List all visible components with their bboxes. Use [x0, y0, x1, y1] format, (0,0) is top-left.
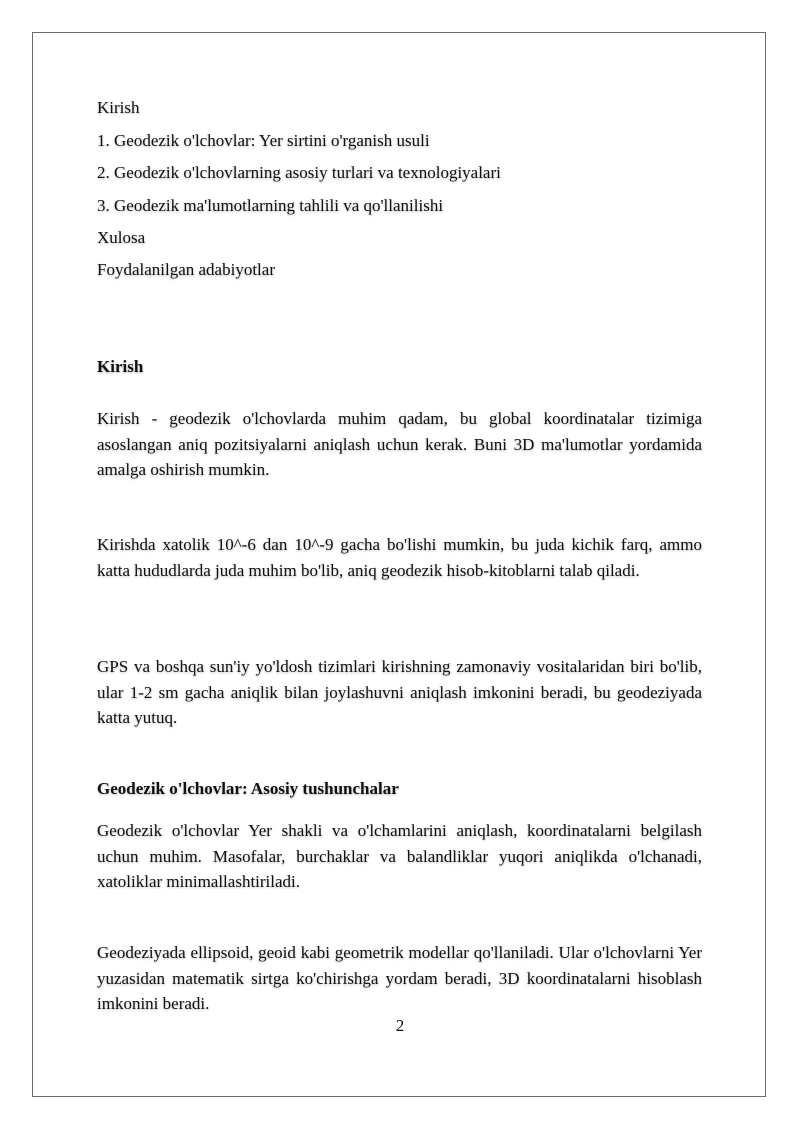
- section-heading-intro: Kirish: [97, 357, 144, 376]
- toc-item-2: 2. Geodezik o'lchovlarning asosiy turlari va texnologiyalari: [97, 163, 501, 182]
- basics-paragraph-2: Geodeziyada ellipsoid, geoid kabi geometrik modellar qo'llaniladi. Ular o'lchovlarni Yer yuzasidan matematik sirtga ko'chirishga yordam beradi, 3D koordinatalarni hisoblash imkonini beradi.: [97, 943, 702, 1013]
- page-number: 2: [395, 1016, 405, 1035]
- toc-item-1: 1. Geodezik o'lchovlar: Yer sirtini o'rganish usuli: [97, 131, 430, 150]
- basics-paragraph-1: Geodezik o'lchovlar Yer shakli va o'lchamlarini aniqlash, koordinatalarni belgilash uchun muhim. Masofalar, burchaklar va balandliklar yuqori aniqlikda o'lchanadi, xatoliklar minimallashtiriladi.: [97, 821, 702, 891]
- intro-paragraph-2: Kirishda xatolik 10^-6 dan 10^-9 gacha bo'lishi mumkin, bu juda kichik farq, ammo katta hududlarda juda muhim bo'lib, aniq geodezik hisob-kitoblarni talab qiladi.: [97, 535, 702, 580]
- intro-paragraph-1: Kirish - geodezik o'lchovlarda muhim qadam, bu global koordinatalar tizimiga asoslangan aniq pozitsiyalarni aniqlash uchun kerak. Buni 3D ma'lumotlar yordamida amalga oshirish mumkin.: [97, 409, 702, 479]
- section-heading-basics: Geodezik o'lchovlar: Asosiy tushunchalar: [97, 779, 399, 798]
- toc-item-intro: Kirish: [97, 98, 140, 117]
- toc-item-conclusion: Xulosa: [97, 228, 146, 247]
- toc-item-3: 3. Geodezik ma'lumotlarning tahlili va qo'llanilishi: [97, 196, 444, 215]
- intro-paragraph-3: GPS va boshqa sun'iy yo'ldosh tizimlari kirishning zamonaviy vositalaridan biri bo'lib, ular 1-2 sm gacha aniqlik bilan joylashuvni aniqlash imkonini beradi, bu geodeziyada katta yutuq.: [97, 657, 702, 727]
- toc-item-references: Foydalanilgan adabiyotlar: [97, 260, 275, 279]
